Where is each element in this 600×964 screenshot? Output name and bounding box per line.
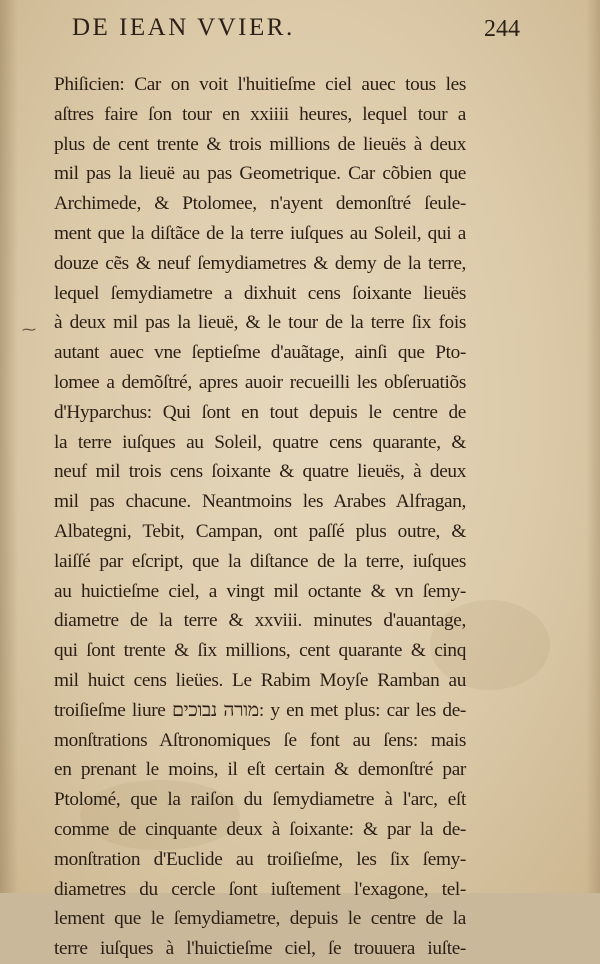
text-line: comme de cinquante deux à ſoixante: & par la de- (54, 818, 466, 840)
text-line: laiſſé par eſcript, que la diſtance de la terre, iuſques (54, 550, 466, 572)
text-line: mil pas chacune. Neantmoins les Arabes Alfragan, (54, 491, 466, 513)
text-line: monſtrations Aſtronomiques ſe font au ſens: mais (54, 729, 466, 751)
text-line: neuf mil trois cens ſoixante & quatre lieuës, à deux (54, 461, 466, 483)
text-line: Phiſicien: Car on voit l'huitieſme ciel auec tous les (54, 74, 466, 95)
text-line: en prenant le moins, il eſt certain & demonſtré par (54, 759, 466, 781)
text-line: aſtres faire ſon tour en xxiiii heures, lequel tour a (54, 103, 466, 125)
text-line: diametre de la terre & xxviii. minutes d'auantage, (54, 610, 466, 632)
text-line: Albategni, Tebit, Campan, ont paſſé plus outre, & (54, 520, 466, 542)
text-line: lomee a demõſtré, apres auoir recueilli les obſeruatiõs (54, 371, 466, 393)
text-line: terre iuſques à l'huictieſme ciel, ſe trouuera iuſte- (54, 938, 466, 960)
text-line: plus de cent trente & trois millions de lieuës à deux (54, 133, 466, 155)
text-line: troiſieſme liure מורה נבוכים: y en met plus: car les de- (54, 699, 467, 721)
body-text (54, 70, 466, 964)
text-line: ment que la diſtãce de la terre iuſques au Soleil, qui a (54, 222, 466, 244)
text-line: lequel ſemydiametre a dixhuit cens ſoixante lieuës (54, 282, 466, 304)
text-line: mil huict cens lieües. Le Rabim Moyſe Ramban au (54, 669, 466, 691)
running-head: DE IEAN VVIER. (72, 14, 295, 41)
page-header (62, 14, 520, 50)
text-line: monſtration d'Euclide au troiſieſme, les ſix ſemy- (54, 848, 466, 870)
text-line: mil pas la lieuë au pas Geometrique. Car cõbien que (54, 163, 466, 185)
text-line: à deux mil pas la lieuë, & le tour de la terre ſix fois (54, 312, 466, 334)
text-line: diametres du cercle ſont iuſtement l'exagone, tel- (54, 878, 466, 900)
text-line: au huictieſme ciel, a vingt mil octante & vn ſemy- (54, 580, 466, 602)
text-line: Archimede, & Ptolomee, n'ayent demonſtré ſeule- (54, 193, 466, 215)
text-line: autant auec vne ſeptieſme d'auãtage, ainſi que Pto- (54, 342, 466, 364)
text-line: qui ſont trente & ſix millions, cent quarante & cinq (54, 640, 466, 662)
text-line: douze cẽs & neuf ſemydiametres & demy de la terre, (54, 252, 466, 274)
text-line: d'Hyparchus: Qui ſont en tout depuis le centre de (54, 401, 466, 423)
text-line: la terre iuſques au Soleil, quatre cens quarante, & (54, 431, 466, 453)
text-line: lement que le ſemydiametre, depuis le centre de la (54, 908, 466, 930)
margin-mark: ⁓ (22, 323, 36, 338)
text-line: Ptolomé, que la raiſon du ſemydiametre à l'arc, eſt (54, 789, 466, 811)
page-number: 244 (484, 16, 520, 42)
